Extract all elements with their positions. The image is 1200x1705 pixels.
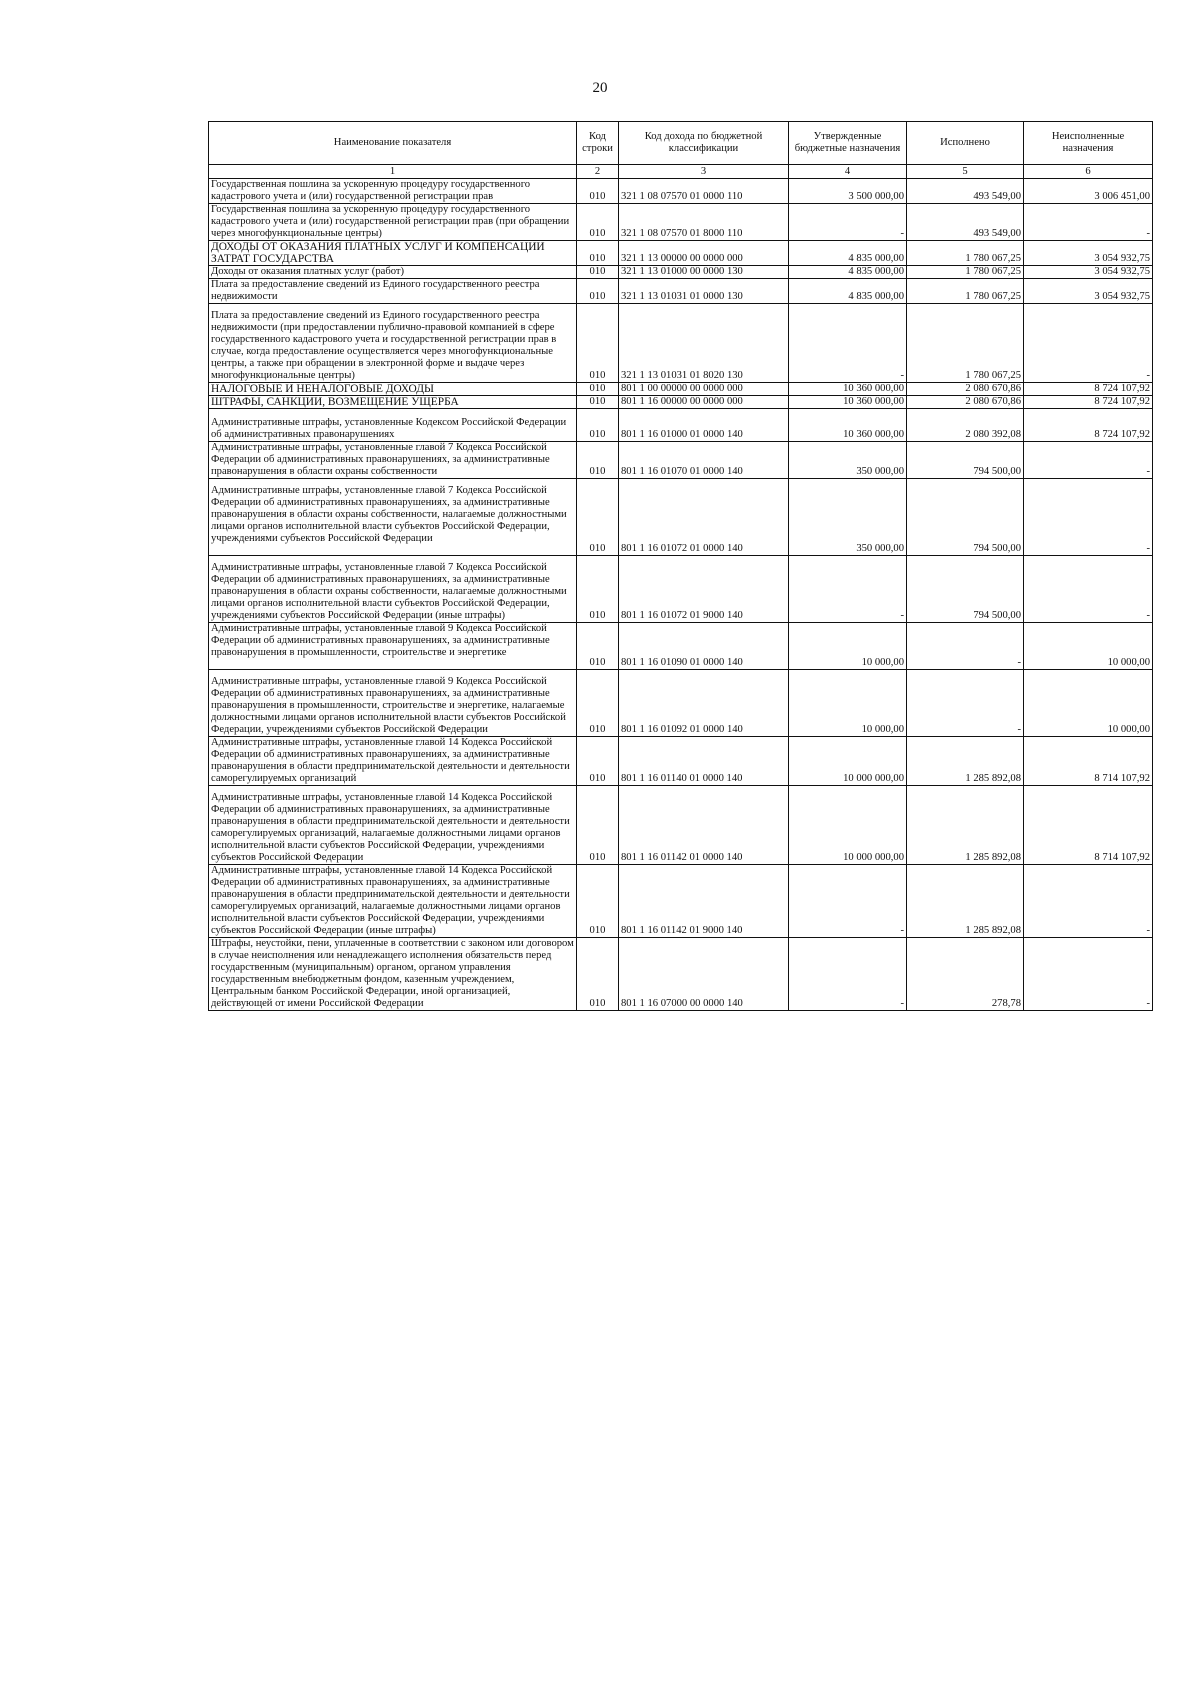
page-number: 20 bbox=[592, 80, 608, 96]
row-line-code: 010 bbox=[577, 383, 619, 396]
row-revenue-code: 801 1 16 01072 01 0000 140 bbox=[619, 479, 789, 556]
table-row bbox=[209, 396, 1153, 409]
row-unexecuted: 10 000,00 bbox=[1024, 670, 1153, 737]
row-line-code: 010 bbox=[577, 409, 619, 442]
row-executed: 794 500,00 bbox=[907, 556, 1024, 623]
table-row bbox=[209, 938, 1153, 1011]
row-revenue-code: 801 1 16 01140 01 0000 140 bbox=[619, 737, 789, 786]
row-unexecuted: 3 054 932,75 bbox=[1024, 266, 1153, 279]
row-indicator-name: Административные штрафы, установленные главой 7 Кодекса Российской Федерации об административных правонарушениях, за административные правонарушения в области охраны собственности, налагаемые должностными лицами органов исполнительной власти субъектов Российской Федерации, учреждениями субъектов Российской Федерации bbox=[209, 479, 577, 556]
row-executed: 794 500,00 bbox=[907, 479, 1024, 556]
row-indicator-name: Административные штрафы, установленные Кодексом Российской Федерации об административных правонарушениях bbox=[209, 409, 577, 442]
row-line-code: 010 bbox=[577, 396, 619, 409]
header-approved: Утвержденные бюджетные назначения bbox=[789, 122, 907, 165]
row-unexecuted: 8 724 107,92 bbox=[1024, 409, 1153, 442]
table-row bbox=[209, 204, 1153, 241]
row-revenue-code: 321 1 08 07570 01 0000 110 bbox=[619, 179, 789, 204]
row-line-code: 010 bbox=[577, 279, 619, 304]
row-line-code: 010 bbox=[577, 623, 619, 670]
row-line-code: 010 bbox=[577, 938, 619, 1011]
table-row bbox=[209, 179, 1153, 204]
header-revenue-code: Код дохода по бюджетной классификации bbox=[619, 122, 789, 165]
row-indicator-name: Доходы от оказания платных услуг (работ) bbox=[209, 266, 577, 279]
row-indicator-name: Административные штрафы, установленные главой 14 Кодекса Российской Федерации об административных правонарушениях, за административные правонарушения в области предпринимательской деятельности и деятельности саморегулируемых организаций bbox=[209, 737, 577, 786]
row-unexecuted: - bbox=[1024, 938, 1153, 1011]
row-approved: 10 360 000,00 bbox=[789, 383, 907, 396]
row-revenue-code: 321 1 13 00000 00 0000 000 bbox=[619, 241, 789, 266]
row-unexecuted: 10 000,00 bbox=[1024, 623, 1153, 670]
row-approved: 10 000,00 bbox=[789, 623, 907, 670]
row-revenue-code: 801 1 00 00000 00 0000 000 bbox=[619, 383, 789, 396]
header-indicator-name: Наименование показателя bbox=[209, 122, 577, 165]
table-row bbox=[209, 241, 1153, 266]
row-revenue-code: 321 1 08 07570 01 8000 110 bbox=[619, 204, 789, 241]
column-number: 2 bbox=[577, 165, 619, 179]
row-revenue-code: 801 1 16 00000 00 0000 000 bbox=[619, 396, 789, 409]
table-row bbox=[209, 737, 1153, 786]
row-unexecuted: 8 724 107,92 bbox=[1024, 396, 1153, 409]
row-line-code: 010 bbox=[577, 556, 619, 623]
row-indicator-name: Плата за предоставление сведений из Единого государственного реестра недвижимости bbox=[209, 279, 577, 304]
row-approved: 350 000,00 bbox=[789, 479, 907, 556]
table-row bbox=[209, 556, 1153, 623]
row-indicator-name: Плата за предоставление сведений из Единого государственного реестра недвижимости (при предоставлении публично-правовой компанией в сфере государственного кадастрового учета и государственной регистрации прав в случае, когда предоставление осуществляется через многофункциональные центры, а также при обращении в электронной форме и выдаче через многофункциональные центры) bbox=[209, 304, 577, 383]
row-unexecuted: - bbox=[1024, 204, 1153, 241]
row-unexecuted: 3 006 451,00 bbox=[1024, 179, 1153, 204]
row-line-code: 010 bbox=[577, 786, 619, 865]
row-indicator-name: ДОХОДЫ ОТ ОКАЗАНИЯ ПЛАТНЫХ УСЛУГ И КОМПЕНСАЦИИ ЗАТРАТ ГОСУДАРСТВА bbox=[209, 241, 577, 266]
row-executed: 1 285 892,08 bbox=[907, 737, 1024, 786]
row-revenue-code: 801 1 16 01072 01 9000 140 bbox=[619, 556, 789, 623]
row-approved: - bbox=[789, 304, 907, 383]
column-number: 1 bbox=[209, 165, 577, 179]
row-unexecuted: - bbox=[1024, 442, 1153, 479]
row-executed: 2 080 670,86 bbox=[907, 383, 1024, 396]
row-unexecuted: - bbox=[1024, 865, 1153, 938]
row-line-code: 010 bbox=[577, 670, 619, 737]
row-line-code: 010 bbox=[577, 304, 619, 383]
row-revenue-code: 801 1 16 01000 01 0000 140 bbox=[619, 409, 789, 442]
table-row bbox=[209, 786, 1153, 865]
row-executed: 2 080 670,86 bbox=[907, 396, 1024, 409]
row-approved: - bbox=[789, 865, 907, 938]
row-approved: 4 835 000,00 bbox=[789, 241, 907, 266]
column-number: 6 bbox=[1024, 165, 1153, 179]
column-number-row bbox=[209, 165, 1153, 179]
column-number: 3 bbox=[619, 165, 789, 179]
row-executed: 1 780 067,25 bbox=[907, 266, 1024, 279]
table-row bbox=[209, 442, 1153, 479]
row-executed: 278,78 bbox=[907, 938, 1024, 1011]
row-approved: 350 000,00 bbox=[789, 442, 907, 479]
row-line-code: 010 bbox=[577, 479, 619, 556]
table-row bbox=[209, 409, 1153, 442]
row-line-code: 010 bbox=[577, 266, 619, 279]
row-indicator-name: Государственная пошлина за ускоренную процедуру государственного кадастрового учета и (или) государственной регистрации прав bbox=[209, 179, 577, 204]
table-row bbox=[209, 383, 1153, 396]
row-indicator-name: ШТРАФЫ, САНКЦИИ, ВОЗМЕЩЕНИЕ УЩЕРБА bbox=[209, 396, 577, 409]
column-number: 4 bbox=[789, 165, 907, 179]
row-indicator-name: Административные штрафы, установленные главой 7 Кодекса Российской Федерации об административных правонарушениях, за административные правонарушения в области охраны собственности, налагаемые должностными лицами органов исполнительной власти субъектов Российской Федерации, учреждениями субъектов Российской Федерации (иные штрафы) bbox=[209, 556, 577, 623]
row-executed: 794 500,00 bbox=[907, 442, 1024, 479]
header-executed: Исполнено bbox=[907, 122, 1024, 165]
table-row bbox=[209, 865, 1153, 938]
row-line-code: 010 bbox=[577, 204, 619, 241]
row-executed: 493 549,00 bbox=[907, 179, 1024, 204]
row-executed: 1 285 892,08 bbox=[907, 865, 1024, 938]
row-executed: 493 549,00 bbox=[907, 204, 1024, 241]
row-approved: - bbox=[789, 204, 907, 241]
row-executed: 1 780 067,25 bbox=[907, 241, 1024, 266]
row-approved: 10 000 000,00 bbox=[789, 786, 907, 865]
row-line-code: 010 bbox=[577, 241, 619, 266]
row-revenue-code: 801 1 16 01092 01 0000 140 bbox=[619, 670, 789, 737]
row-indicator-name: Административные штрафы, установленные главой 14 Кодекса Российской Федерации об административных правонарушениях, за административные правонарушения в области предпринимательской деятельности и деятельности саморегулируемых организаций, налагаемые должностными лицами органов исполнительной власти субъектов Российской Федерации, учреждениями субъектов Российской Федерации (иные штрафы) bbox=[209, 865, 577, 938]
header-unexecuted: Неисполненные назначения bbox=[1024, 122, 1153, 165]
row-executed: - bbox=[907, 623, 1024, 670]
row-line-code: 010 bbox=[577, 865, 619, 938]
row-revenue-code: 321 1 13 01031 01 8020 130 bbox=[619, 304, 789, 383]
row-indicator-name: Административные штрафы, установленные главой 9 Кодекса Российской Федерации об административных правонарушениях, за административные правонарушения в промышленности, строительстве и энергетике, налагаемые должностными лицами органов исполнительной власти субъектов Российской Федерации, учреждениями субъектов Российской Федерации bbox=[209, 670, 577, 737]
row-executed: 1 780 067,25 bbox=[907, 279, 1024, 304]
table-row bbox=[209, 623, 1153, 670]
row-unexecuted: 8 714 107,92 bbox=[1024, 737, 1153, 786]
row-indicator-name: Административные штрафы, установленные главой 7 Кодекса Российской Федерации об административных правонарушениях, за административные правонарушения в области охраны собственности bbox=[209, 442, 577, 479]
row-indicator-name: Административные штрафы, установленные главой 9 Кодекса Российской Федерации об административных правонарушениях, за административные правонарушения в промышленности, строительстве и энергетике bbox=[209, 623, 577, 670]
row-approved: 10 000,00 bbox=[789, 670, 907, 737]
table-row bbox=[209, 266, 1153, 279]
row-unexecuted: 3 054 932,75 bbox=[1024, 241, 1153, 266]
row-approved: - bbox=[789, 556, 907, 623]
row-approved: 10 360 000,00 bbox=[789, 396, 907, 409]
row-approved: - bbox=[789, 938, 907, 1011]
row-unexecuted: 8 724 107,92 bbox=[1024, 383, 1153, 396]
row-indicator-name: НАЛОГОВЫЕ И НЕНАЛОГОВЫЕ ДОХОДЫ bbox=[209, 383, 577, 396]
row-approved: 4 835 000,00 bbox=[789, 266, 907, 279]
row-revenue-code: 801 1 16 01070 01 0000 140 bbox=[619, 442, 789, 479]
row-revenue-code: 321 1 13 01031 01 0000 130 bbox=[619, 279, 789, 304]
row-unexecuted: 8 714 107,92 bbox=[1024, 786, 1153, 865]
row-indicator-name: Государственная пошлина за ускоренную процедуру государственного кадастрового учета и (или) государственной регистрации прав (при обращении через многофункциональные центры) bbox=[209, 204, 577, 241]
table-row bbox=[209, 479, 1153, 556]
row-indicator-name: Штрафы, неустойки, пени, уплаченные в соответствии с законом или договором в случае неисполнения или ненадлежащего исполнения обязательств перед государственным (муниципальным) органом, органом управления государственным внебюджетным фондом, казенным учреждением, Центральным банком Российской Федерации, иной организацией, действующей от имени Российской Федерации bbox=[209, 938, 577, 1011]
table-row bbox=[209, 670, 1153, 737]
row-executed: - bbox=[907, 670, 1024, 737]
budget-revenue-table bbox=[208, 121, 1153, 1011]
column-number: 5 bbox=[907, 165, 1024, 179]
row-line-code: 010 bbox=[577, 179, 619, 204]
row-unexecuted: - bbox=[1024, 479, 1153, 556]
table-header-row bbox=[209, 122, 1153, 165]
row-unexecuted: - bbox=[1024, 556, 1153, 623]
row-unexecuted: - bbox=[1024, 304, 1153, 383]
header-line-code: Код строки bbox=[577, 122, 619, 165]
row-approved: 4 835 000,00 bbox=[789, 279, 907, 304]
table-row bbox=[209, 279, 1153, 304]
row-revenue-code: 321 1 13 01000 00 0000 130 bbox=[619, 266, 789, 279]
row-line-code: 010 bbox=[577, 442, 619, 479]
row-revenue-code: 801 1 16 01142 01 9000 140 bbox=[619, 865, 789, 938]
row-indicator-name: Административные штрафы, установленные главой 14 Кодекса Российской Федерации об административных правонарушениях, за административные правонарушения в области предпринимательской деятельности и деятельности саморегулируемых организаций, налагаемые должностными лицами органов исполнительной власти субъектов Российской Федерации, учреждениями субъектов Российской Федерации bbox=[209, 786, 577, 865]
row-unexecuted: 3 054 932,75 bbox=[1024, 279, 1153, 304]
row-revenue-code: 801 1 16 07000 00 0000 140 bbox=[619, 938, 789, 1011]
row-approved: 3 500 000,00 bbox=[789, 179, 907, 204]
row-revenue-code: 801 1 16 01142 01 0000 140 bbox=[619, 786, 789, 865]
row-approved: 10 000 000,00 bbox=[789, 737, 907, 786]
row-revenue-code: 801 1 16 01090 01 0000 140 bbox=[619, 623, 789, 670]
row-executed: 1 780 067,25 bbox=[907, 304, 1024, 383]
table-row bbox=[209, 304, 1153, 383]
row-line-code: 010 bbox=[577, 737, 619, 786]
row-executed: 2 080 392,08 bbox=[907, 409, 1024, 442]
row-approved: 10 360 000,00 bbox=[789, 409, 907, 442]
row-executed: 1 285 892,08 bbox=[907, 786, 1024, 865]
